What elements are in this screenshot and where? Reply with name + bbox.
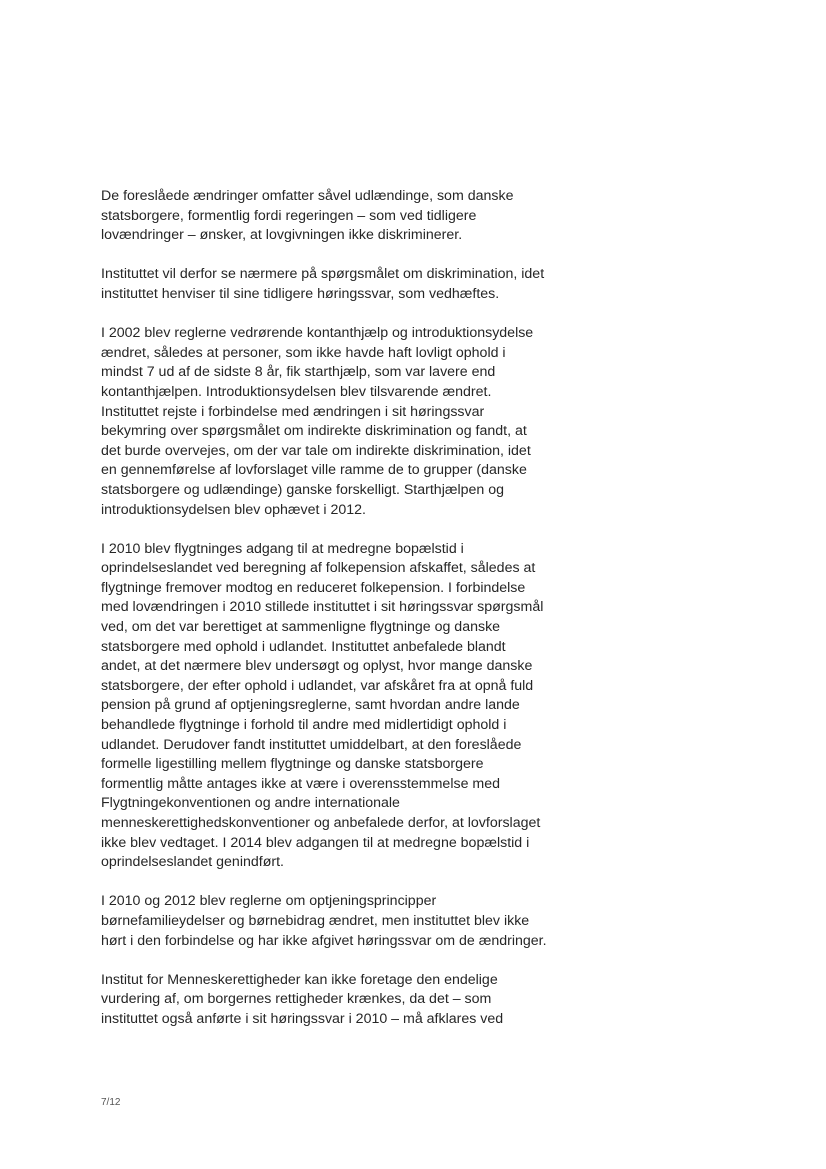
text-line: Instituttet rejste i forbindelse med ændringen i sit høringssvar	[101, 403, 485, 420]
text-line: vurdering af, om borgernes rettigheder krænkes, da det – som	[101, 991, 492, 1008]
text-line: statsborgere og udlændinge) ganske forskelligt. Starthjælpen og	[101, 481, 505, 498]
text-line: De foreslåede ændringer omfatter såvel udlændinge, som danske	[101, 188, 514, 204]
text-line: Instituttet vil derfor se nærmere på spørgsmålet om diskrimination, idet	[101, 266, 545, 283]
text-line: behandlede flygtninge i forhold til andre med midlertidigt ophold i	[101, 717, 507, 734]
paragraph-institute-assessment	[101, 971, 581, 1030]
text-line: lovændringer – ønsker, at lovgivningen ikke diskriminerer.	[101, 227, 463, 244]
text-line: andet, at det nærmere blev undersøgt og oplyst, hvor mange danske	[101, 658, 533, 675]
text-line: kontanthjælpen. Introduktionsydelsen blev tilsvarende ændret.	[101, 383, 492, 400]
text-line: statsborgere med ophold i udlandet. Instituttet anbefalede blandt	[101, 638, 506, 655]
paragraph-discrimination	[101, 265, 581, 304]
text-line: Flygtningekonventionen og andre internationale	[101, 795, 400, 812]
text-line: flygtninge fremover modtog en reduceret folkepension. I forbindelse	[101, 579, 526, 596]
text-line: I 2010 blev flygtninges adgang til at medregne bopælstid i	[101, 540, 464, 557]
text-line: udlandet. Derudover fandt instituttet umiddelbart, at den foreslåede	[101, 736, 522, 753]
text-line: ved, om det var berettiget at sammenligne flygtninge og danske	[101, 619, 501, 636]
text-line: instituttet også anførte i sit høringssvar i 2010 – må afklares ved	[101, 1010, 504, 1027]
text-line: menneskerettighedskonventioner og anbefalede derfor, at lovforslaget	[101, 815, 541, 831]
text-line: hørt i den forbindelse og har ikke afgivet høringssvar om de ændringer.	[101, 932, 547, 949]
text-line: ændret, således at personer, som ikke havde haft lovligt ophold i	[101, 344, 506, 361]
text-line: statsborgere, formentlig fordi regeringen – som ved tidligere	[101, 207, 477, 224]
text-line: oprindelseslandet genindført.	[101, 854, 284, 871]
text-line: Institut for Menneskerettigheder kan ikke foretage den endelige	[101, 971, 498, 988]
page-number: 7/12	[101, 1097, 121, 1108]
text-line: en gennemførelse af lovforslaget ville ramme de to grupper (danske	[101, 462, 527, 479]
text-line: ikke blev vedtaget. I 2014 blev adgangen til at medregne bopælstid i	[101, 834, 530, 851]
paragraph-2002-rules	[101, 324, 581, 520]
text-line: formentlig måtte antages ikke at være i overensstemmelse med	[101, 775, 500, 792]
text-line: statsborgere, der efter ophold i udlandet, var afskåret fra at opnå fuld	[101, 677, 534, 694]
text-line: pension på grund af optjeningsreglerne, samt hvordan andre lande	[101, 697, 520, 714]
text-line: I 2010 og 2012 blev reglerne om optjeningsprincipper	[101, 893, 437, 910]
text-line: det burde overvejes, om der var tale om indirekte diskrimination, idet	[101, 442, 531, 459]
text-line: instituttet henviser til sine tidligere høringssvar, som vedhæftes.	[101, 285, 500, 302]
text-line: børnefamilieydelser og børnebidrag ændret, men instituttet blev ikke	[101, 912, 530, 929]
text-line: mindst 7 ud af de sidste 8 år, fik starthjælp, som var lavere end	[101, 364, 496, 381]
text-line: formelle ligestilling mellem flygtninge og danske statsborgere	[101, 756, 484, 773]
text-line: bekymring over spørgsmålet om indirekte diskrimination og fandt, at	[101, 423, 527, 440]
text-line: I 2002 blev reglerne vedrørende kontanthjælp og introduktionsydelse	[101, 325, 534, 342]
text-line: introduktionsydelsen blev ophævet i 2012.	[101, 501, 367, 518]
text-line: med lovændringen i 2010 stillede instituttet i sit høringssvar spørgsmål	[101, 599, 544, 616]
paragraph-2010-2012-rules	[101, 892, 581, 951]
paragraph-2010-refugees	[101, 540, 581, 873]
document-body	[101, 187, 581, 1049]
paragraph-proposed-changes	[101, 187, 581, 246]
text-line: oprindelseslandet ved beregning af folkepension afskaffet, således at	[101, 560, 536, 577]
